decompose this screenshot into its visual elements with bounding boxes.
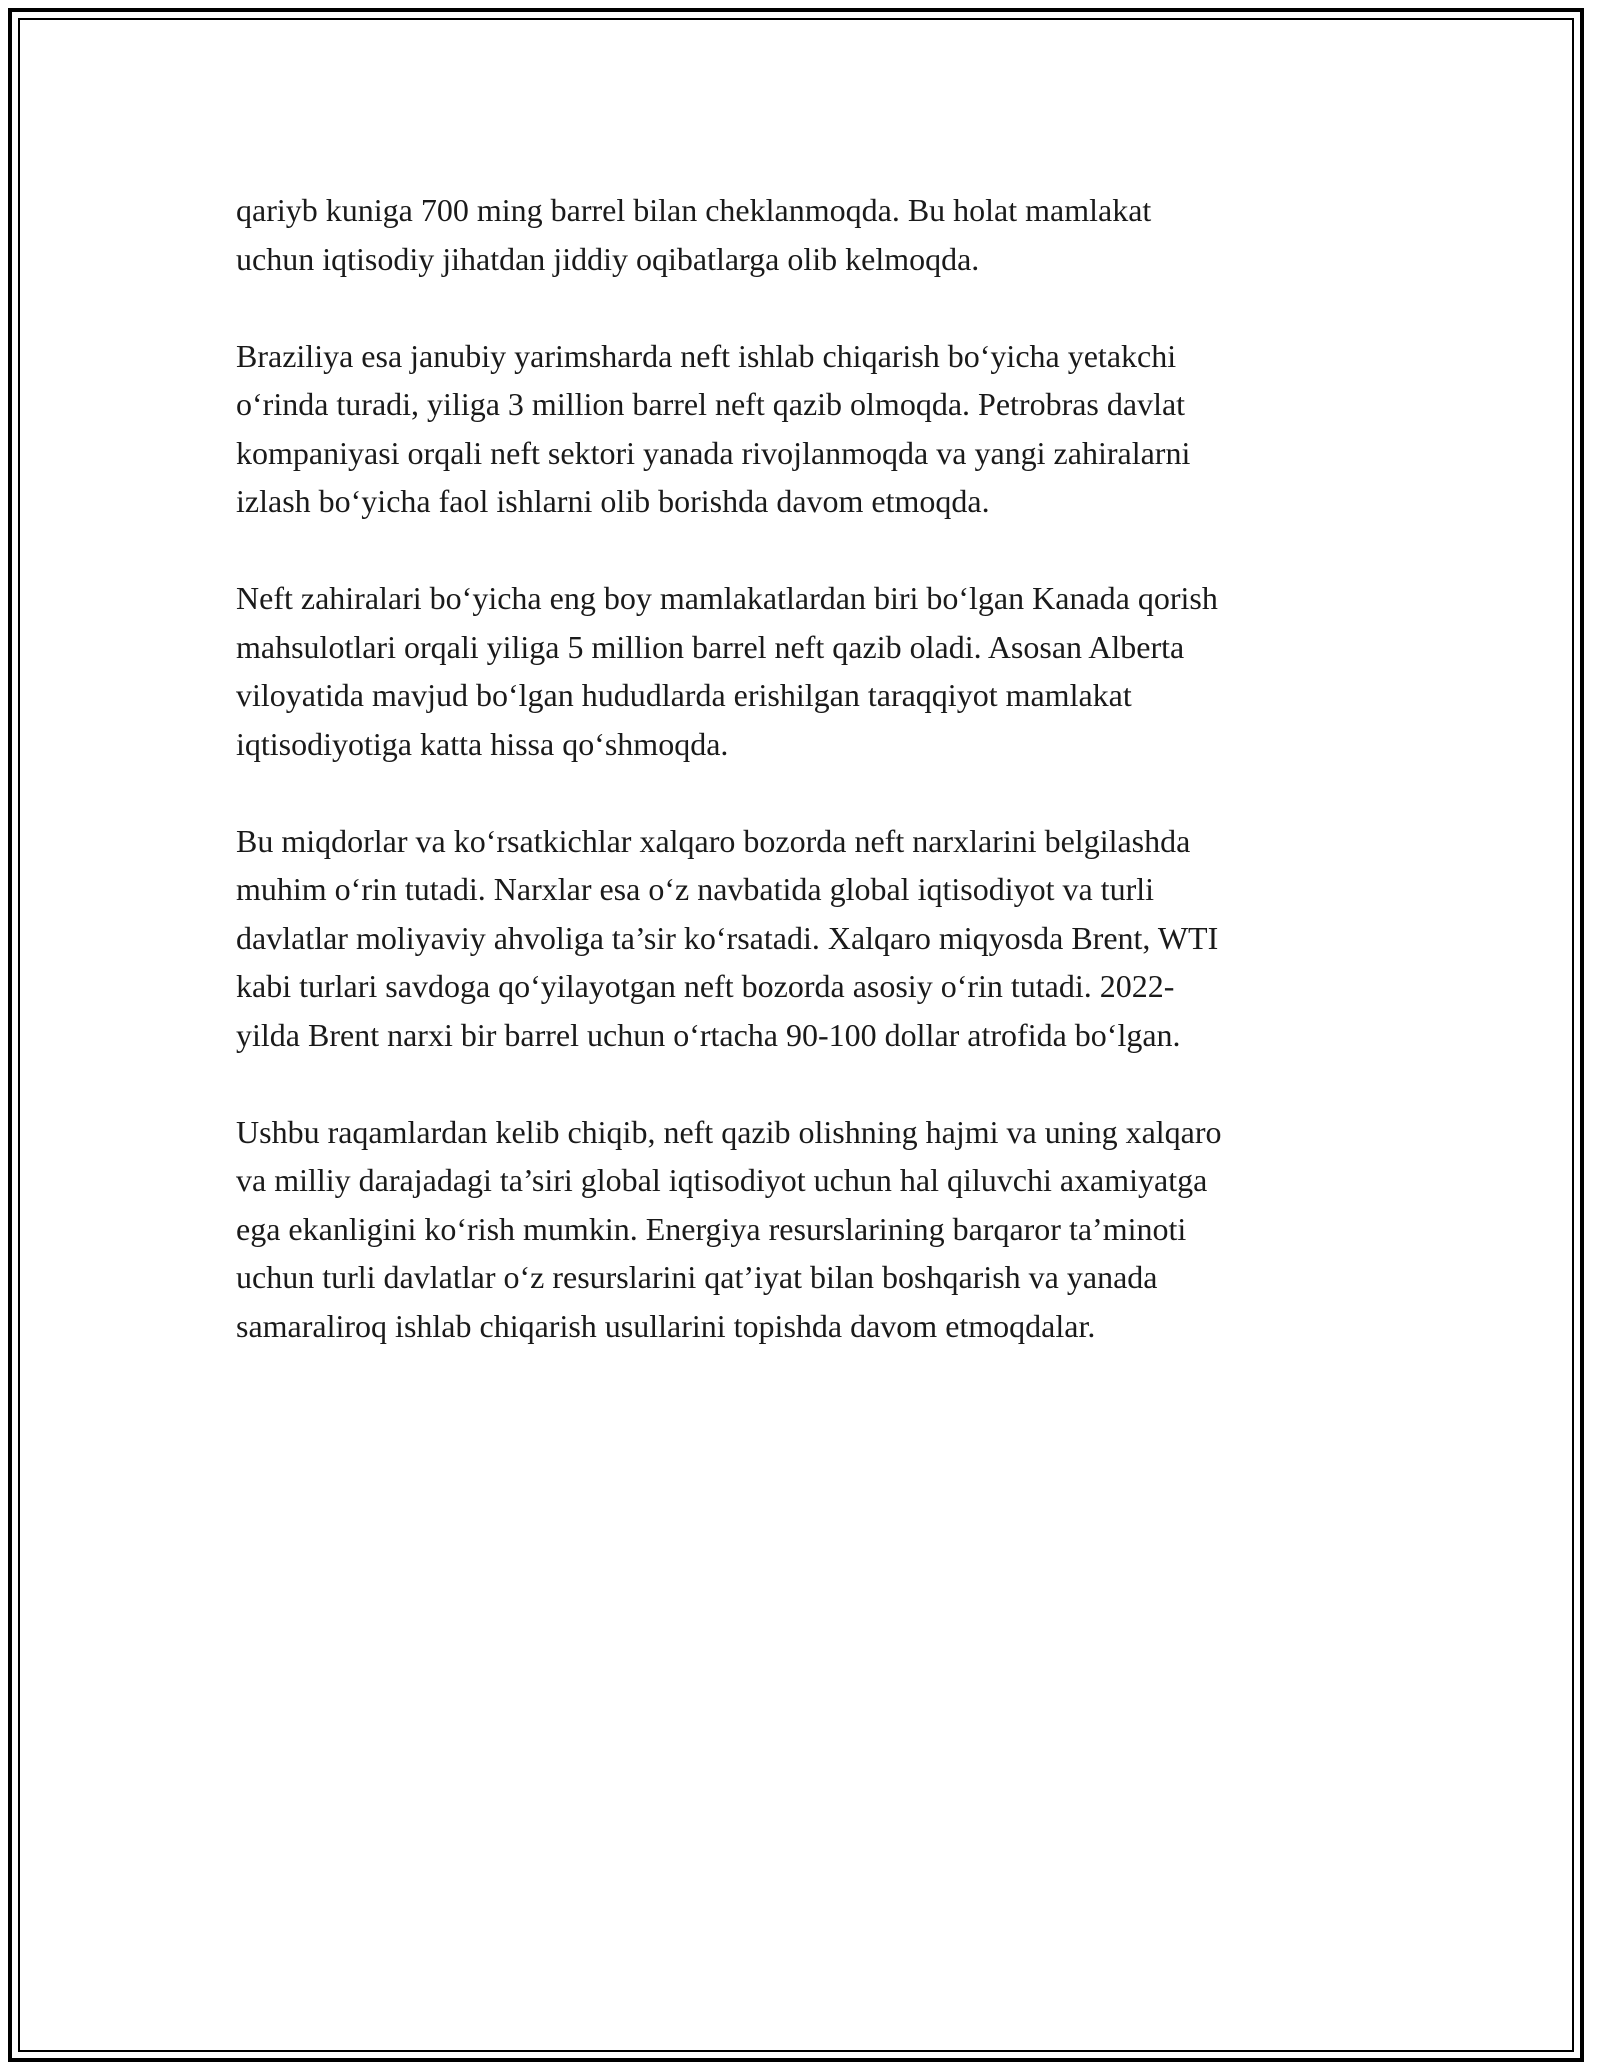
paragraph-5: Ushbu raqamlardan kelib chiqib, neft qazib olishning hajmi va uning xalqaro va milliy darajadagi ta’siri global iqtisodiyot uchun hal qiluvchi axamiyatga ega ekanligini ko‘rish mumkin. Energiya resurslarining barqaror ta’minoti uchun turli davlatlar o‘z resurslarini qat’iyat bilan boshqarish va yanada samaraliroq ishlab chiqarish usullarini topishda davom etmoqdalar.: [236, 1113, 1222, 1344]
paragraph-2: Braziliya esa janubiy yarimsharda neft ishlab chiqarish bo‘yicha yetakchi o‘rinda turadi, yiliga 3 million barrel neft qazib olmoqda. Petrobras davlat kompaniyasi orqali neft sektori yanada rivojlanmoqda va yangi zahiralarni izlash bo‘yicha faol ishlarni olib borishda davom etmoqda.: [236, 337, 1191, 519]
paragraph-4: Bu miqdorlar va ko‘rsatkichlar xalqaro bozorda neft narxlarini belgilashda muhim o‘rin tutadi. Narxlar esa o‘z navbatida global iqtisodiyot va turli davlatlar moliyaviy ahvoliga ta’sir ko‘rsatadi. Xalqaro miqyosda Brent, WTI kabi turlari savdoga qo‘yilayotgan neft bozorda asosiy o‘rin tutadi. 2022- yilda Brent narxi bir barrel uchun o‘rtacha 90-100 dollar atrofida bo‘lgan.: [236, 822, 1219, 1053]
paragraph-1: qariyb kuniga 700 ming barrel bilan cheklanmoqda. Bu holat mamlakat uchun iqtisodiy jihatdan jiddiy oqibatlarga olib kelmoqda.: [236, 192, 1152, 277]
document-body: [236, 186, 1381, 1399]
paragraph-3: Neft zahiralari bo‘yicha eng boy mamlakatlardan biri bo‘lgan Kanada qorish mahsulotlari orqali yiliga 5 million barrel neft qazib oladi. Asosan Alberta viloyatida mavjud bo‘lgan hududlarda erishilgan taraqqiyot mamlakat iqtisodiyotiga katta hissa qo‘shmoqda.: [236, 580, 1218, 762]
